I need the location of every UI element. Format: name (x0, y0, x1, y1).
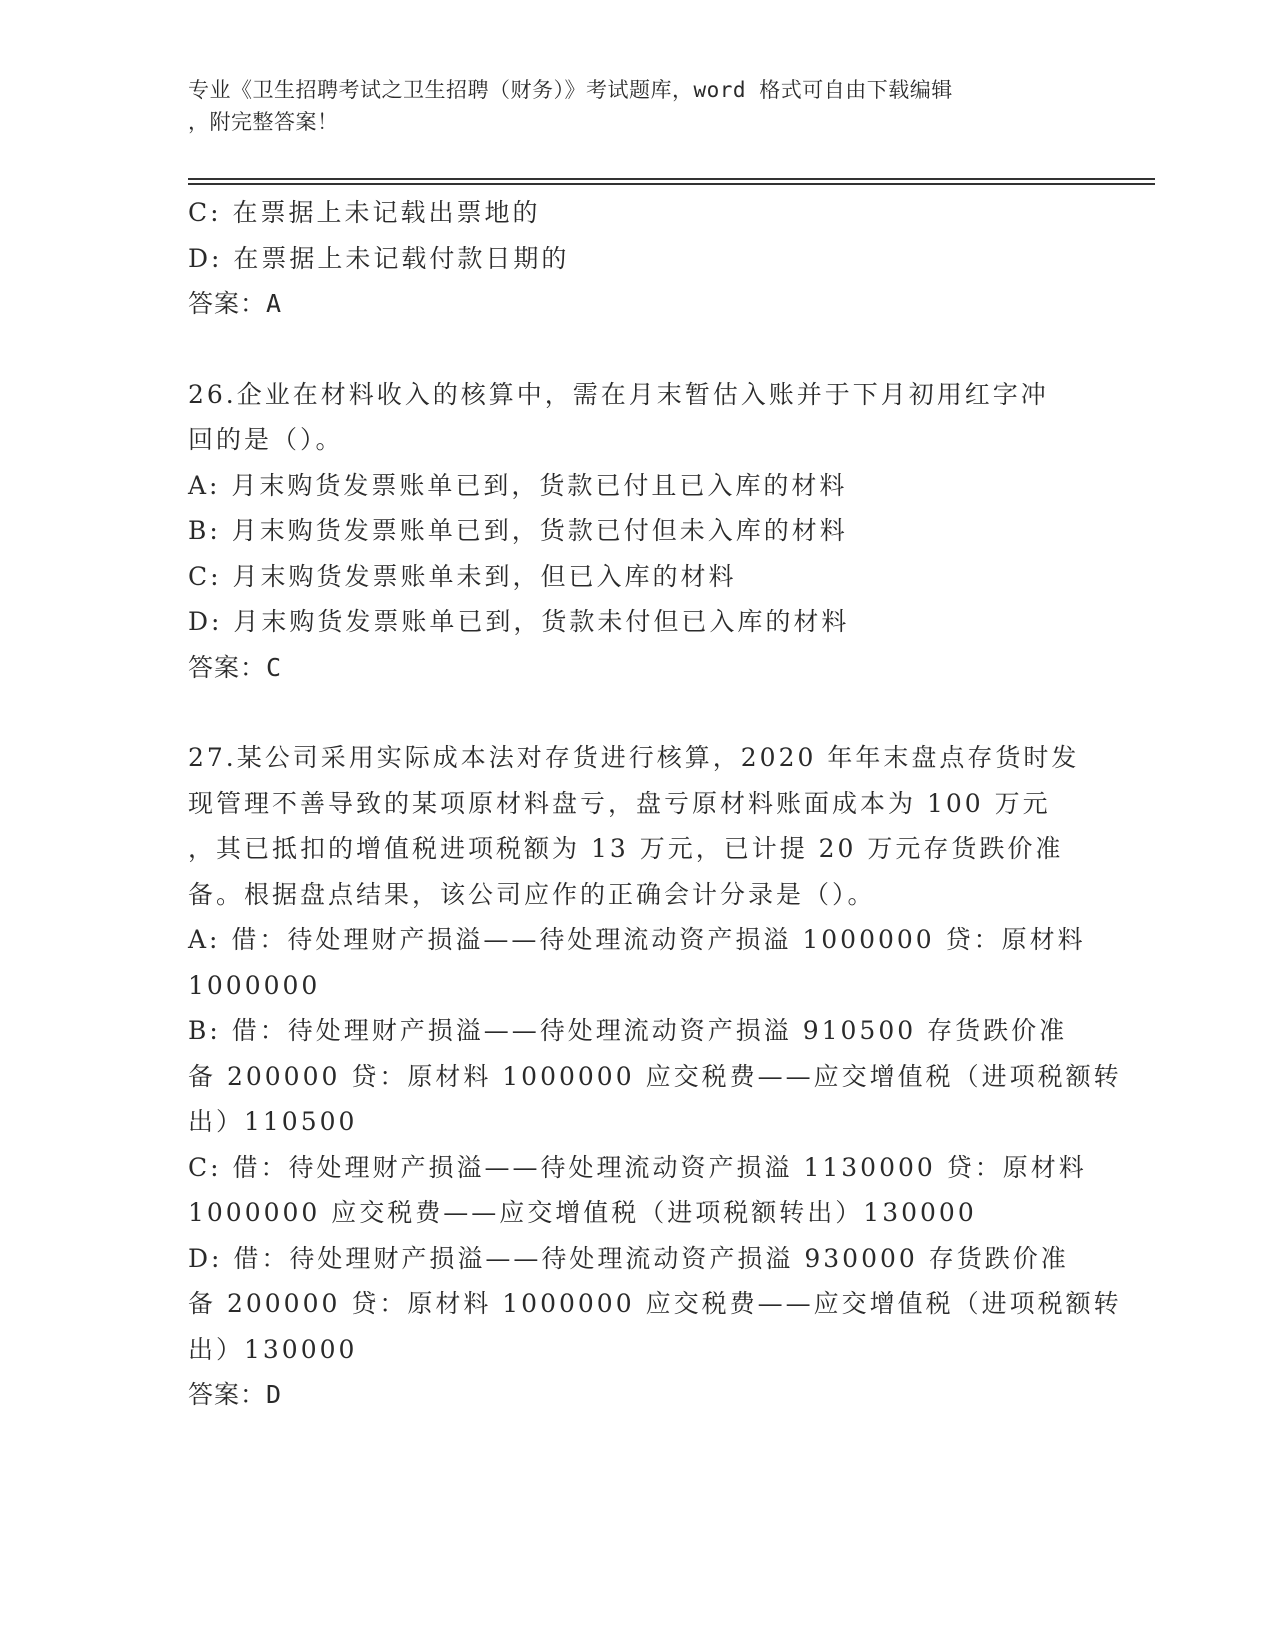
header-rule-top (188, 178, 1155, 180)
q26-option-d: D: 月末购货发票账单已到，货款未付但已入库的材料 (188, 607, 850, 636)
q25-answer-value: A (266, 289, 283, 318)
spacer (188, 690, 1088, 735)
document-body (188, 190, 1122, 1418)
q27-option-d-line-3: 出）130000 (188, 1334, 358, 1364)
q27-answer-value: D (266, 1380, 283, 1409)
q27-stem-line-4: 备。根据盘点结果，该公司应作的正确会计分录是（）。 (188, 879, 876, 909)
q26-answer-value: C (266, 652, 283, 682)
header-line-1: 专业《卫生招聘考试之卫生招聘（财务）》考试题库，word 格式可自由下载编辑 (188, 78, 953, 102)
header-rule-bottom (188, 183, 1155, 185)
q27-option-a-line-2: 1000000 (188, 970, 321, 1000)
header-line-2: ，附完整答案！ (188, 110, 339, 134)
q27-option-b-line-3: 出）110500 (188, 1107, 358, 1136)
q26-stem-line-2: 回的是（）。 (188, 425, 344, 454)
q27-answer-label: 答案： (188, 1380, 267, 1409)
q26-stem-line-1: 26.企业在材料收入的核算中，需在月末暂估入账并于下月初用红字冲 (188, 379, 1049, 409)
q25-option-d: D: 在票据上未记载付款日期的 (188, 243, 570, 273)
q27-option-d-line-2: 备 200000 贷：原材料 1000000 应交税费——应交增值税（进项税额转 (188, 1289, 1122, 1318)
q25-answer-label: 答案： (188, 289, 267, 318)
q25-option-c: C: 在票据上未记载出票地的 (188, 198, 541, 227)
q27-option-b-line-2: 备 200000 贷：原材料 1000000 应交税费——应交增值税（进项税额转 (188, 1061, 1122, 1091)
question-26 (188, 372, 1088, 691)
q26-option-b: B: 月末购货发票账单已到，货款已付但未入库的材料 (188, 516, 848, 545)
question-25-tail (188, 190, 1088, 327)
q26-option-a: A: 月末购货发票账单已到，货款已付且已入库的材料 (188, 470, 848, 500)
q27-stem-line-3: ，其已抵扣的增值税进项税额为 13 万元，已计提 20 万元存货跌价准 (188, 834, 1064, 863)
spacer (188, 327, 1088, 372)
q27-option-a-line-1: A: 借：待处理财产损溢——待处理流动资产损溢 1000000 贷：原材料 (188, 925, 1086, 954)
q27-option-b-line-1: B: 借：待处理财产损溢——待处理流动资产损溢 910500 存货跌价准 (188, 1016, 1068, 1045)
document-header (188, 74, 1068, 138)
q27-option-c-line-1: C: 借：待处理财产损溢——待处理流动资产损溢 1130000 贷：原材料 (188, 1152, 1087, 1182)
q26-answer (188, 645, 1088, 691)
q27-stem-line-2: 现管理不善导致的某项原材料盘亏，盘亏原材料账面成本为 100 万元 (188, 788, 1051, 818)
q27-option-d-line-1: D: 借：待处理财产损溢——待处理流动资产损溢 930000 存货跌价准 (188, 1243, 1069, 1273)
q27-stem-line-1: 27.某公司采用实际成本法对存货进行核算，2020 年年末盘点存货时发 (188, 743, 1080, 772)
q27-option-c-line-2: 1000000 应交税费——应交增值税（进项税额转出）130000 (188, 1198, 977, 1227)
q26-answer-label: 答案： (188, 652, 267, 682)
q26-option-c: C: 月末购货发票账单未到，但已入库的材料 (188, 561, 737, 591)
q25-answer (188, 281, 1088, 327)
q27-answer (188, 1372, 1088, 1418)
question-27 (188, 735, 1122, 1418)
